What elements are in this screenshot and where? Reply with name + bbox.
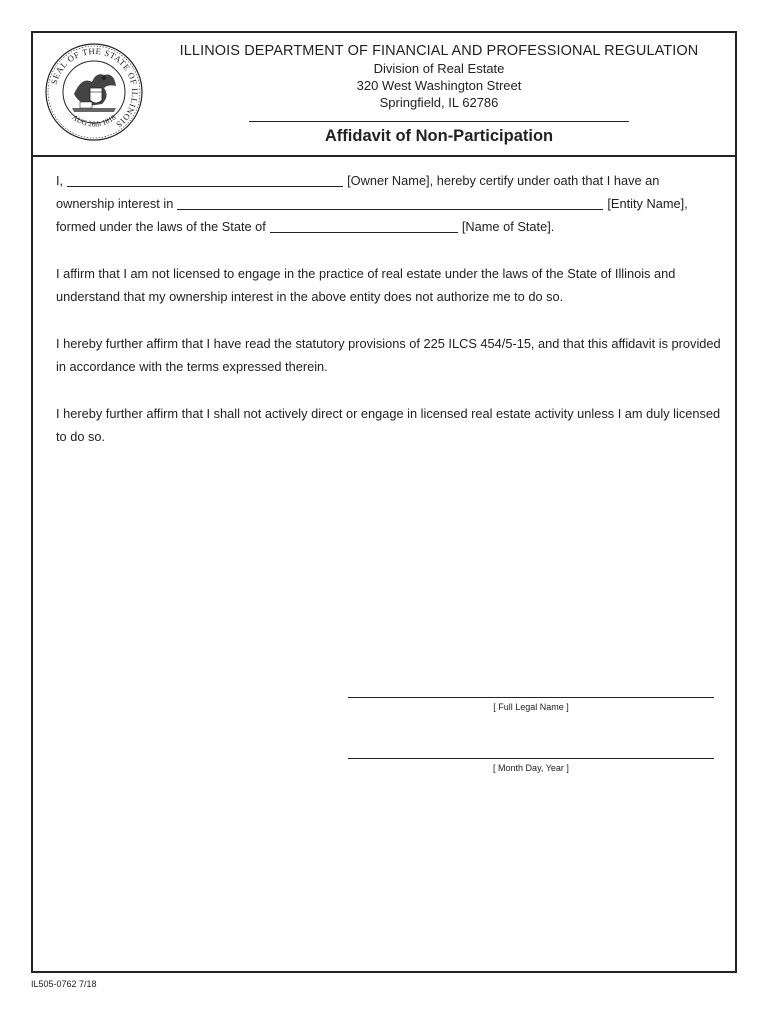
- form-number: IL505-0762 7/18: [31, 979, 97, 989]
- full-legal-name-label: [ Full Legal Name ]: [493, 702, 569, 712]
- department-name: ILLINOIS DEPARTMENT OF FINANCIAL AND PROFESSIONAL REGULATION: [179, 43, 699, 59]
- entity-line-prefix: ownership interest in: [56, 196, 174, 211]
- header-divider: [249, 121, 629, 122]
- affirmation-paragraph-2: I hereby further affirm that I have read the statutory provisions of 225 ILCS 454/5-15, and that this affidavit is provided in accordance with the terms expressed therein.: [56, 336, 721, 374]
- owner-name-label: [Owner Name], hereby certify under oath that I have an: [347, 173, 660, 188]
- state-line-prefix: formed under the laws of the State of: [56, 219, 266, 234]
- owner-name-field[interactable]: [67, 172, 343, 187]
- affidavit-body: [56, 169, 726, 448]
- full-legal-name-signature: [348, 697, 714, 712]
- street-address: 320 West Washington Street: [356, 78, 522, 93]
- affirmation-paragraph-3: I hereby further affirm that I shall not actively direct or engage in licensed real estate activity unless I am duly licensed to do so.: [56, 406, 721, 444]
- state-seal-icon: [44, 42, 144, 142]
- owner-line: [56, 169, 726, 192]
- date-signature: [348, 758, 714, 773]
- form-title: Affidavit of Non-Participation: [324, 127, 554, 145]
- seal-date-text: AUG 26th 1818: [70, 112, 118, 129]
- state-name-field[interactable]: [270, 218, 458, 233]
- entity-name-field[interactable]: [177, 195, 603, 210]
- affirmation-paragraph-1: I affirm that I am not licensed to engage in the practice of real estate under the laws of the State of Illinois and understand that my ownership interest in the above entity does not authorize me to do so.: [56, 266, 676, 304]
- seal-ring-text: SEAL OF THE STATE OF ILLINOIS: [48, 45, 141, 131]
- division-name: Division of Real Estate: [373, 61, 505, 76]
- date-field[interactable]: [348, 758, 714, 759]
- date-label: [ Month Day, Year ]: [493, 763, 569, 773]
- state-name-label: [Name of State].: [461, 219, 555, 234]
- header-text-block: [143, 42, 735, 111]
- city-state-zip: Springfield, IL 62786: [379, 95, 499, 110]
- svg-text:AUG 26th 1818: [70, 113, 117, 129]
- entity-line: [56, 192, 726, 215]
- form-header: [33, 33, 735, 157]
- full-legal-name-field[interactable]: [348, 697, 714, 698]
- entity-name-label: [Entity Name],: [607, 196, 688, 211]
- form-frame: [31, 31, 737, 973]
- owner-line-prefix: I,: [56, 173, 64, 188]
- state-line: [56, 215, 726, 238]
